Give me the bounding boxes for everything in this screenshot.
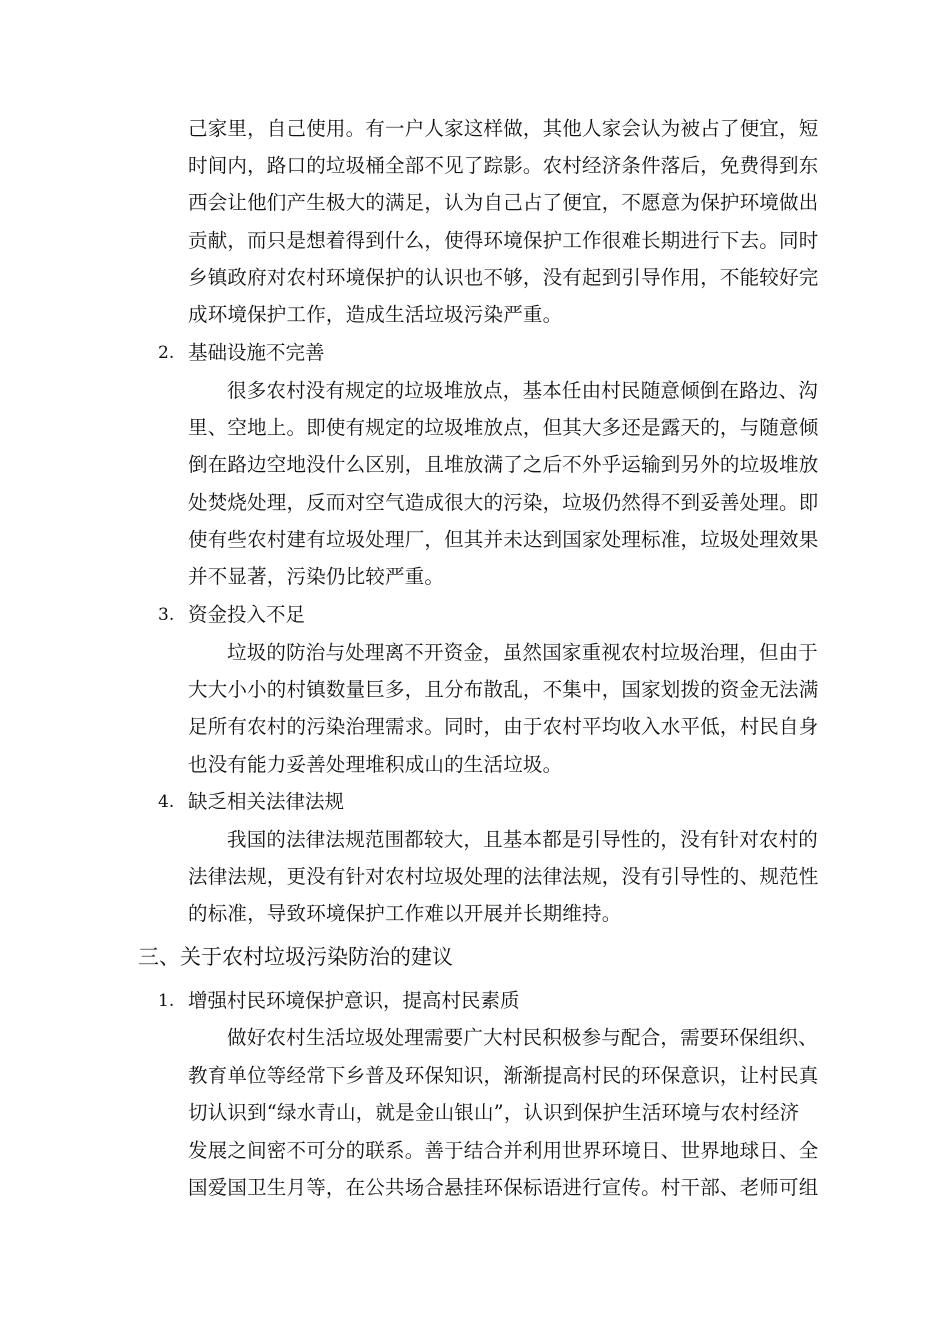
paragraph-line: 垃圾的防治与处理离不开资金，虽然国家重视农村垃圾治理，但由于: [227, 641, 819, 664]
paragraph-line: 发展之间密不可分的联系。善于结合并利用世界环境日、世界地球日、全: [188, 1139, 819, 1162]
paragraph-line: 处焚烧处理，反而对空气造成很大的污染，垃圾仍然得不到妥善处理。即: [188, 491, 819, 514]
paragraph-line: 里、空地上。即使有规定的垃圾堆放点，但其大多还是露天的，与随意倾: [188, 416, 819, 439]
paragraph-line: 己家里，自己使用。有一户人家这样做，其他人家会认为被占了便宜，短: [188, 117, 819, 140]
paragraph-line: 国爱国卫生月等，在公共场合悬挂环保标语进行宣传。村干部、老师可组: [188, 1176, 819, 1199]
paragraph-line: 大大小小的村镇数量巨多，且分布散乱，不集中，国家划拨的资金无法满: [188, 678, 819, 701]
paragraph-line: 很多农村没有规定的垃圾堆放点，基本任由村民随意倾倒在路边、沟: [227, 379, 819, 402]
paragraph-line: 使有些农村建有垃圾处理厂，但其并未达到国家处理标准，垃圾处理效果: [188, 528, 819, 551]
paragraph-line: 做好农村生活垃圾处理需要广大村民积极参与配合，需要环保组织、: [227, 1026, 819, 1049]
list-item-number: 3.: [158, 605, 175, 625]
paragraph-line: 西会让他们产生极大的满足，认为自己占了便宜，不愿意为保护环境做出: [188, 191, 819, 214]
list-item-number: 4.: [158, 792, 175, 812]
list-item-title: 资金投入不足: [188, 603, 306, 626]
section-heading: 三、关于农村垃圾污染防治的建议: [138, 945, 453, 969]
paragraph-line: 我国的法律法规范围都较大，且基本都是引导性的，没有针对农村的: [227, 828, 819, 851]
list-item-title: 缺乏相关法律法规: [188, 790, 345, 813]
paragraph-line: 乡镇政府对农村环境保护的认识也不够，没有起到引导作用，不能较好完: [188, 266, 819, 289]
paragraph-line: 教育单位等经常下乡普及环保知识，渐渐提高村民的环保意识，让村民真: [188, 1064, 819, 1087]
list-item-title: 增强村民环境保护意识，提高村民素质: [188, 989, 520, 1012]
paragraph-line: 也没有能力妥善处理堆积成山的生活垃圾。: [188, 753, 563, 776]
paragraph-line: 贡献，而只是想着得到什么，使得环境保护工作很难长期进行下去。同时: [188, 229, 819, 252]
paragraph-line: 足所有农村的污染治理需求。同时，由于农村平均收入水平低，村民自身: [188, 715, 819, 738]
paragraph-line: 并不显著，污染仍比较严重。: [188, 565, 445, 588]
paragraph-line: 的标准，导致环境保护工作难以开展并长期维持。: [188, 902, 622, 925]
list-item-title: 基础设施不完善: [188, 341, 325, 364]
paragraph-line: 切认识到“绿水青山，就是金山银山”，认识到保护生活环境与农村经济: [188, 1101, 800, 1124]
paragraph-line: 时间内，路口的垃圾桶全部不见了踪影。农村经济条件落后，免费得到东: [188, 154, 819, 177]
list-item-number: 1.: [158, 991, 175, 1011]
paragraph-line: 法律法规，更没有针对农村垃圾处理的法律法规，没有引导性的、规范性: [188, 865, 819, 888]
list-item-number: 2.: [158, 343, 175, 363]
paragraph-line: 倒在路边空地没什么区别，且堆放满了之后不外乎运输到另外的垃圾堆放: [188, 453, 819, 476]
paragraph-line: 成环境保护工作，造成生活垃圾污染严重。: [188, 303, 563, 326]
